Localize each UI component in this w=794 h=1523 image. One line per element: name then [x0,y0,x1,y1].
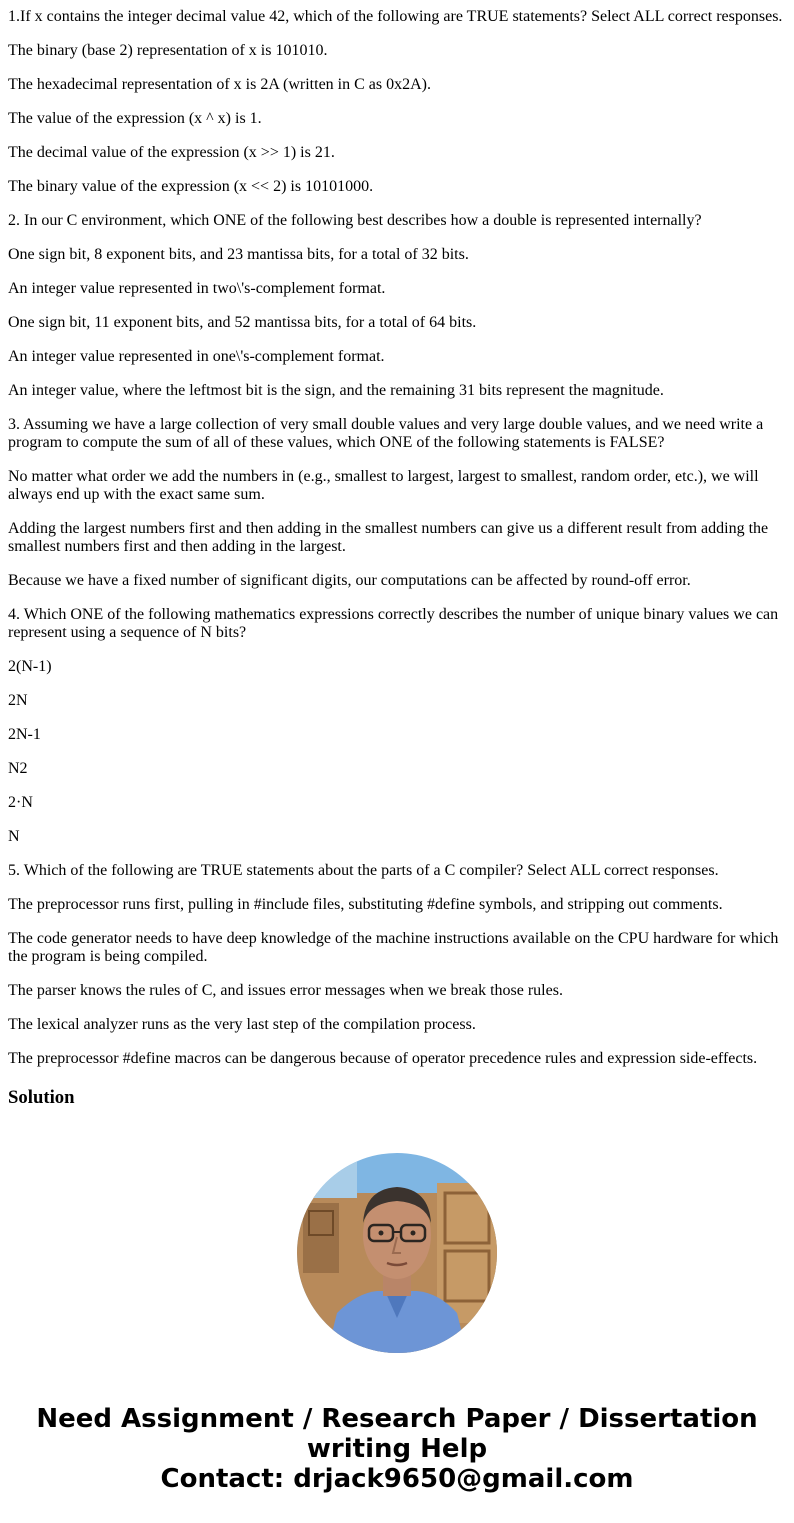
author-avatar [297,1153,497,1353]
question-2-option-3: One sign bit, 11 exponent bits, and 52 mantissa bits, for a total of 64 bits. [8,314,477,331]
question-1-option-4: The decimal value of the expression (x >> 1) is 21. [8,144,335,161]
question-4-option-2: 2N [8,692,28,709]
question-2-option-2: An integer value represented in two\'s-complement format. [8,280,386,297]
question-4-option-3: 2N-1 [8,726,41,743]
promo-banner [0,1404,794,1494]
question-2-option-4: An integer value represented in one\'s-complement format. [8,348,385,365]
question-1-option-1: The binary (base 2) representation of x is 101010. [8,42,328,59]
question-4-prompt: 4. Which ONE of the following mathematics expressions correctly describes the number of unique binary values we can represent using a sequence of N bits? [8,606,779,641]
question-2-option-1: One sign bit, 8 exponent bits, and 23 mantissa bits, for a total of 32 bits. [8,246,469,263]
question-list [8,8,786,1084]
solution-heading: Solution [8,1087,75,1108]
question-3-prompt: 3. Assuming we have a large collection of very small double values and very large double values, and we need write a program to compute the sum of all of these values, which ONE of the following statements is FALSE? [8,416,764,451]
question-5-prompt: 5. Which of the following are TRUE statements about the parts of a C compiler? Select ALL correct responses. [8,862,719,879]
question-1-option-3: The value of the expression (x ^ x) is 1. [8,110,262,127]
question-5-option-2: The code generator needs to have deep knowledge of the machine instructions available on the CPU hardware for which the program is being compiled. [8,930,779,965]
question-4-option-4: N2 [8,760,28,777]
question-5-option-4: The lexical analyzer runs as the very last step of the compilation process. [8,1016,476,1033]
promo-line-1: Need Assignment / Research Paper / Dissertation [36,1404,758,1434]
question-4-option-6: N [8,828,20,845]
promo-line-2: writing Help [306,1434,488,1464]
question-4-option-1: 2(N-1) [8,658,52,675]
question-1-prompt: 1.If x contains the integer decimal value 42, which of the following are TRUE statements? Select ALL correct responses. [8,8,783,25]
question-5-option-1: The preprocessor runs first, pulling in #include files, substituting #define symbols, and stripping out comments. [8,896,723,913]
promo-contact: Contact: drjack9650@gmail.com [160,1464,634,1494]
question-3-option-2: Adding the largest numbers first and then adding in the smallest numbers can give us a different result from adding the smallest numbers first and then adding in the largest. [8,520,769,555]
question-4-option-5: 2·N [8,794,33,811]
question-3-option-1: No matter what order we add the numbers in (e.g., smallest to largest, largest to smallest, random order, etc.), we will always end up with the exact same sum. [8,468,759,503]
question-5-option-3: The parser knows the rules of C, and issues error messages when we break those rules. [8,982,563,999]
question-1-option-2: The hexadecimal representation of x is 2A (written in C as 0x2A). [8,76,431,93]
question-2-option-5: An integer value, where the leftmost bit is the sign, and the remaining 31 bits represent the magnitude. [8,382,664,399]
question-1-option-5: The binary value of the expression (x << 2) is 10101000. [8,178,374,195]
question-3-option-3: Because we have a fixed number of significant digits, our computations can be affected by round-off error. [8,572,691,589]
question-2-prompt: 2. In our C environment, which ONE of the following best describes how a double is represented internally? [8,212,702,229]
question-5-option-5: The preprocessor #define macros can be dangerous because of operator precedence rules and expression side-effects. [8,1050,758,1067]
